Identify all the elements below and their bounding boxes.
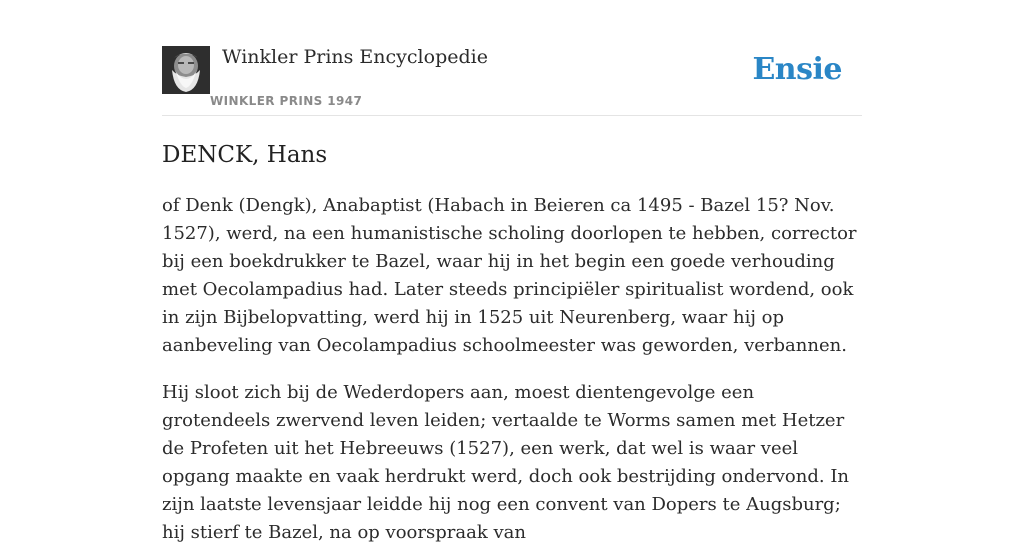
page (162, 0, 862, 547)
entry-paragraph: Hij sloot zich bij de Wederdopers aan, moest dientengevolge een grotendeels zwervend leven leiden; vertaalde te Worms samen met Hetzer de Profeten uit het Hebreeuws (1527), een werk, dat wel is waar veel opgang maakte en vaak herdrukt werd, doch ook bestrijding ondervond. In zijn laatste levensjaar leidde hij nog een convent van Dopers te Augsburg; hij stierf te Bazel, na op voorspraak van (162, 382, 850, 543)
entry-paragraph: of Denk (Dengk), Anabaptist (Habach in Beieren ca 1495 - Bazel 15? Nov. 1527), werd, na een humanistische scholing doorlopen te hebben, corrector bij een boekdrukker te Bazel, waar hij in het begin een goede verhouding met Oecolampadius had. Later steeds principiëler spiritualist wordend, ook in zijn Bijbelopvatting, werd hij in 1525 uit Neurenberg, waar hij op aanbeveling van Oecolampadius schoolmeester was geworden, verbannen. (162, 195, 857, 356)
source-header (162, 0, 862, 116)
edition-label: WINKLER PRINS 1947 (210, 94, 363, 108)
entry-title: DENCK, Hans (162, 142, 328, 168)
source-title[interactable]: Winkler Prins Encyclopedie (222, 46, 488, 68)
entry-body (162, 192, 862, 547)
bearded-man-portrait-icon[interactable] (162, 46, 210, 94)
ensie-logo-link[interactable]: Ensie (752, 52, 842, 87)
